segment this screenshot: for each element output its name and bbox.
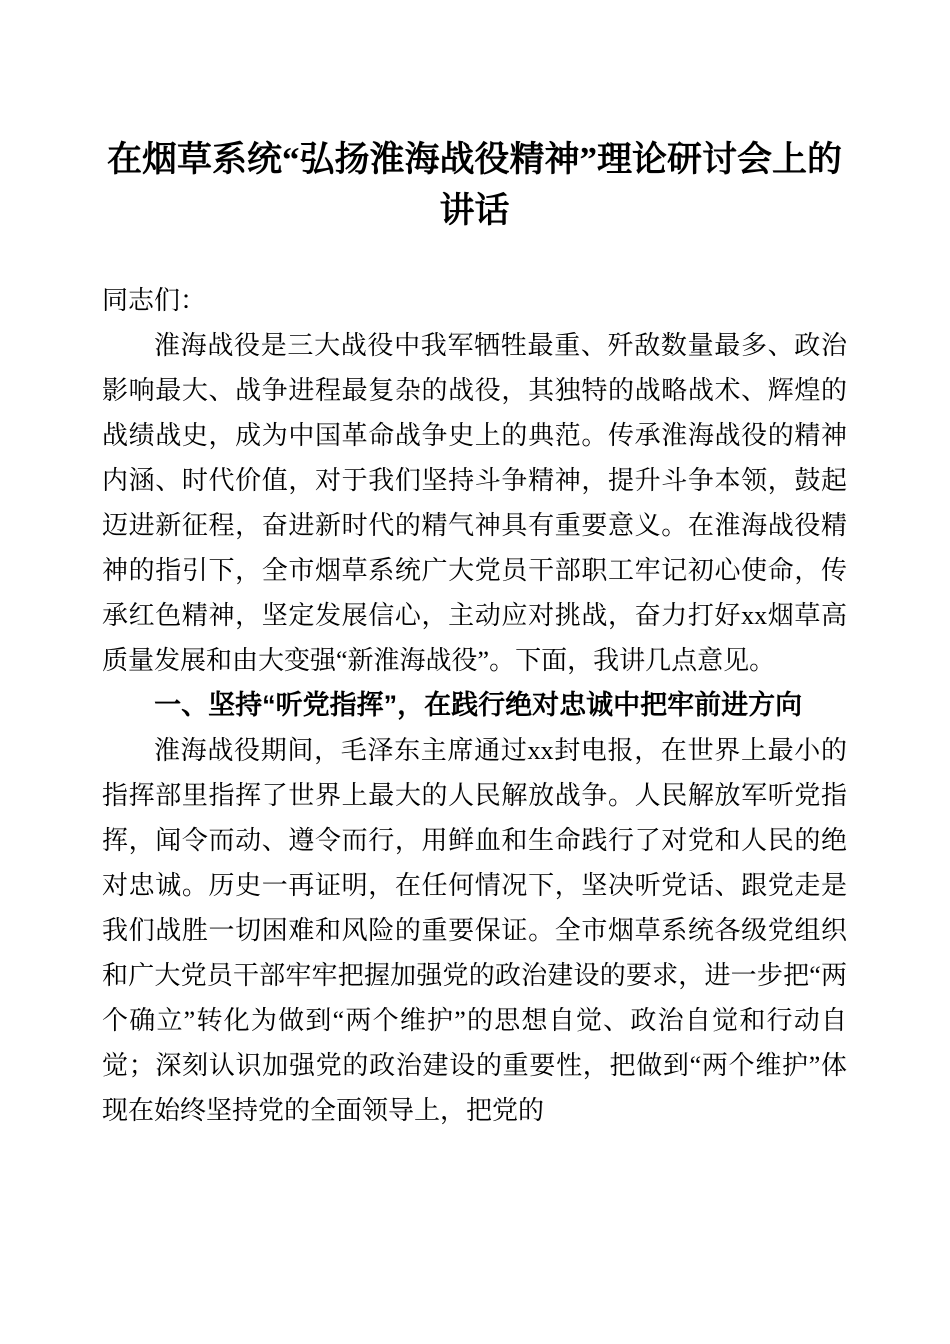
section-1-paragraph: 淮海战役期间，毛泽东主席通过xx封电报，在世界上最小的指挥部里指挥了世界上最大的人民解放战争。人民解放军听党指挥，闻令而动、遵令而行，用鲜血和生命践行了对党和人民的绝对忠诚。历史一再证明，在任何情况下，坚决听党话、跟党走是我们战胜一切困难和风险的重要保证。全市烟草系统各级党组织和广大党员干部牢牢把握加强党的政治建设的要求，进一步把“两个确立”转化为做到“两个维护”的思想自觉、政治自觉和行动自觉；深刻认识加强党的政治建设的重要性，把做到“两个维护”体现在始终坚持党的全面领导上，把党的	[102, 736, 847, 1125]
salutation-line: 同志们：	[102, 286, 207, 315]
section-heading-1: 一、坚持“听党指挥”，在践行绝对忠诚中把牢前进方向	[154, 690, 803, 720]
intro-paragraph: 淮海战役是三大战役中我军牺牲最重、歼敌数量最多、政治影响最大、战争进程最复杂的战役，其独特的战略战术、辉煌的战绩战史，成为中国革命战争史上的典范。传承淮海战役的精神内涵、时代价值，对于我们坚持斗争精神，提升斗争本领，鼓起迈进新征程，奋进新时代的精气神具有重要意义。在淮海战役精神的指引下，全市烟草系统广大党员干部职工牢记初心使命，传承红色精神，坚定发展信心，主动应对挑战，奋力打好xx烟草高质量发展和由大变强“新淮海战役”。下面，我讲几点意见。	[102, 331, 847, 675]
document-title: 在烟草系统“弘扬淮海战役精神”理论研讨会上的讲话	[106, 140, 842, 230]
